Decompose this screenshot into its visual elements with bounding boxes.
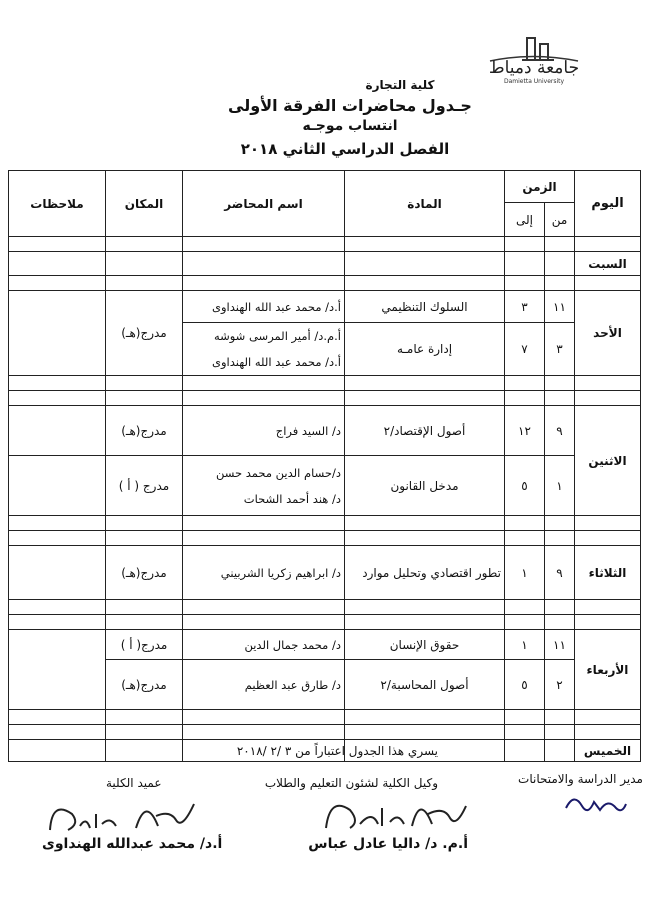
- subject: أصول الإقتصاد/٢: [345, 406, 505, 456]
- table-row: [9, 252, 641, 276]
- term-title: الفصل الدراسي الثاني ٢٠١٨: [240, 140, 450, 158]
- notes: [9, 456, 106, 516]
- program-name: انتساب موجـه: [302, 118, 398, 134]
- table-row: [9, 546, 641, 600]
- col-header-from: من: [545, 203, 575, 237]
- vice-dean-signature-icon: [320, 788, 470, 834]
- lecturer: د/حسام الدين محمد حسن: [215, 465, 341, 480]
- lecturer: أ.م.د/ أمير المرسى شوشه: [213, 329, 341, 343]
- vice-dean-name: أ.م. د/ داليا عادل عباس: [308, 836, 468, 852]
- subject: أصول المحاسبة/٢: [345, 660, 505, 710]
- time-from: ١: [545, 456, 575, 516]
- col-header-to: إلى: [505, 203, 545, 237]
- lecturer: أ.د/ محمد عبد الله الهنداوى: [211, 355, 341, 369]
- time-to: ٧: [505, 323, 545, 376]
- place: مدرج(هـ): [106, 291, 183, 376]
- time-to: ٥: [505, 456, 545, 516]
- lecturer-group: [183, 323, 345, 376]
- subject: مدخل القانون: [345, 456, 505, 516]
- day-sunday: الأحد: [575, 291, 641, 376]
- lecturer: د/ السيد فراج: [183, 406, 345, 456]
- university-logo: [482, 34, 586, 88]
- notes: [9, 406, 106, 456]
- table-row: [9, 406, 641, 456]
- time-from: ١١: [545, 291, 575, 323]
- table-header-row: [9, 171, 641, 203]
- time-from: ٩: [545, 406, 575, 456]
- time-from: ٢: [545, 660, 575, 710]
- time-to: ١: [505, 630, 545, 660]
- lecturer: د/ ابراهيم زكريا الشربيني: [183, 546, 345, 600]
- time-from: ١١: [545, 630, 575, 660]
- col-header-time: الزمن: [505, 171, 575, 203]
- place: مدرج( أ ): [106, 630, 183, 660]
- dean-signature-icon: [40, 790, 200, 836]
- time-from: ٩: [545, 546, 575, 600]
- director-title: مدير الدراسة والامتحانات: [518, 772, 643, 786]
- subject: حقوق الإنسان: [345, 630, 505, 660]
- schedule-table: [8, 170, 641, 762]
- lecturer: د/ هند أحمد الشحات: [243, 491, 341, 506]
- lecturer-group: [183, 456, 345, 516]
- time-to: ١: [505, 546, 545, 600]
- day-tuesday: الثلاثاء: [575, 546, 641, 600]
- notes: [9, 546, 106, 600]
- table-row: [9, 291, 641, 323]
- col-header-lecturer: اسم المحاضر: [183, 171, 345, 237]
- place: مدرج(هـ): [106, 406, 183, 456]
- effective-date: يسري هذا الجدول اعتباراً من ٣ /٢ /٢٠١٨: [236, 744, 438, 758]
- place: مدرج ( أ ): [106, 456, 183, 516]
- vice-dean-title: وكيل الكلية لشئون التعليم والطلاب: [264, 776, 438, 790]
- director-signature-icon: [560, 786, 630, 822]
- subject: تطور اقتصادي وتحليل موارد: [345, 546, 505, 600]
- dean-name: أ.د/ محمد عبدالله الهنداوى: [42, 836, 223, 852]
- col-header-notes: ملاحظات: [9, 171, 106, 237]
- day-thursday: الخميس: [575, 740, 641, 762]
- day-monday: الاثنين: [575, 406, 641, 516]
- col-header-day: اليوم: [575, 171, 641, 237]
- page-title: جـدول محاضرات الفرقة الأولى: [228, 96, 472, 115]
- col-header-subject: المادة: [345, 171, 505, 237]
- university-logo-subtitle: Damietta University: [504, 78, 565, 85]
- place: مدرج(هـ): [106, 546, 183, 600]
- notes: [9, 291, 106, 376]
- table-row: [9, 456, 641, 516]
- dean-title: عميد الكلية: [106, 776, 162, 790]
- table-row: [9, 630, 641, 660]
- col-header-place: المكان: [106, 171, 183, 237]
- subject: السلوك التنظيمي: [345, 291, 505, 323]
- day-saturday: السبت: [575, 252, 641, 276]
- place: مدرج(هـ): [106, 660, 183, 710]
- lecturer: أ.د/ محمد عبد الله الهنداوى: [183, 291, 345, 323]
- lecturer: د/ محمد جمال الدين: [183, 630, 345, 660]
- day-wednesday: الأربعاء: [575, 630, 641, 710]
- time-to: ١٢: [505, 406, 545, 456]
- time-to: ٣: [505, 291, 545, 323]
- notes: [9, 630, 106, 710]
- university-logo-text: جامعة دمياط: [488, 58, 580, 78]
- time-from: ٣: [545, 323, 575, 376]
- time-to: ٥: [505, 660, 545, 710]
- faculty-name: كلية التجارة: [365, 78, 435, 92]
- subject: إدارة عامـه: [345, 323, 505, 376]
- lecturer: د/ طارق عبد العظيم: [183, 660, 345, 710]
